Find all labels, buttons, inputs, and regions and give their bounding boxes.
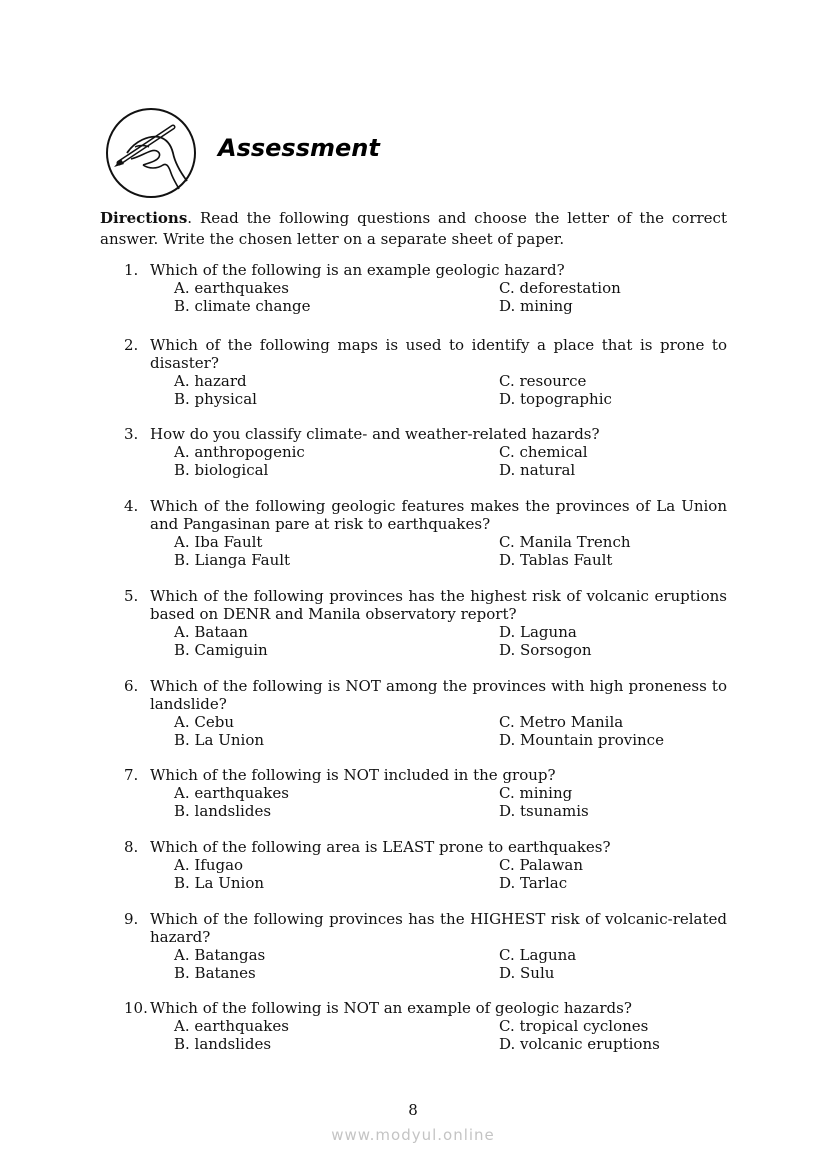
choice-b: B. Batanes [174,964,256,982]
choice-c: C. Laguna [499,946,577,964]
choices [174,946,727,982]
question-text: How do you classify climate- and weather-related hazards? [150,425,600,443]
choice-d: D. topographic [499,390,612,408]
directions-text: . Read the following questions and choose the letter of the correct answer. Write the chosen letter on a separate sheet of paper. [100,209,727,248]
choice-c: C. mining [499,784,573,802]
question-text: Which of the following is NOT an example of geologic hazards? [150,999,632,1017]
directions-label: Directions [100,209,188,227]
choices [174,1017,727,1053]
question-7 [100,766,727,820]
question-1 [100,261,727,315]
question-text: Which of the following provinces has the HIGHEST risk of volcanic-related hazard? [150,910,727,946]
question-number: 2. [124,336,139,354]
question-text: Which of the following is NOT included in the group? [150,766,556,784]
question-6 [100,677,727,749]
question-number: 3. [124,425,139,443]
question-number: 7. [124,766,139,784]
choice-c: C. Metro Manila [499,713,624,731]
question-text: Which of the following area is LEAST prone to earthquakes? [150,838,611,856]
page-title: Assessment [218,134,380,162]
choice-c: C. deforestation [499,279,621,297]
choice-a: A. earthquakes [174,279,289,297]
choice-a: A. Cebu [174,713,234,731]
question-10 [100,999,727,1053]
choices [174,533,727,569]
choice-d: D. volcanic eruptions [499,1035,660,1053]
choice-a: A. Ifugao [174,856,244,874]
choice-c: C. Palawan [499,856,584,874]
question-3 [100,425,727,479]
question-8 [100,838,727,892]
choice-c: C. chemical [499,443,588,461]
choices [174,856,727,892]
choice-b: B. climate change [174,297,311,315]
question-2 [100,336,727,408]
question-number: 1. [124,261,139,279]
choice-b: B. La Union [174,874,265,892]
question-number: 9. [124,910,139,928]
choice-d: D. mining [499,297,573,315]
question-number: 10. [124,999,148,1017]
choice-d: D. natural [499,461,576,479]
choices [174,372,727,408]
choice-b: B. La Union [174,731,265,749]
question-number: 4. [124,497,139,515]
hand-writing-icon [105,107,197,199]
choices [174,443,727,479]
watermark: www.modyul.online [331,1126,495,1144]
choice-a: A. earthquakes [174,784,289,802]
choice-b: B. physical [174,390,257,408]
choice-c: C. tropical cyclones [499,1017,649,1035]
choice-c: C. Manila Trench [499,533,631,551]
question-9 [100,910,727,982]
question-text: Which of the following is NOT among the provinces with high proneness to landslide? [150,677,727,713]
choice-d: D. Sulu [499,964,555,982]
choice-d: D. Mountain province [499,731,664,749]
question-number: 6. [124,677,139,695]
choice-a: A. Batangas [174,946,266,964]
choice-d: D. Tablas Fault [499,551,613,569]
page-number: 8 [408,1101,418,1119]
question-number: 5. [124,587,139,605]
choice-a: A. Iba Fault [174,533,263,551]
directions [100,208,727,250]
question-text: Which of the following is an example geologic hazard? [150,261,565,279]
choice-c: C. resource [499,372,587,390]
choice-d: D. Sorsogon [499,641,592,659]
choice-a: A. Bataan [174,623,248,641]
question-5 [100,587,727,659]
choice-d: D. Tarlac [499,874,568,892]
choice-a: A. earthquakes [174,1017,289,1035]
question-number: 8. [124,838,139,856]
choice-d: D. tsunamis [499,802,589,820]
question-text: Which of the following provinces has the highest risk of volcanic eruptions based on DENR and Manila observatory report? [150,587,727,623]
choice-b: B. biological [174,461,269,479]
choices [174,623,727,659]
question-4 [100,497,727,569]
choices [174,784,727,820]
choice-a: A. anthropogenic [174,443,305,461]
choices [174,713,727,749]
question-text: Which of the following geologic features makes the provinces of La Union and Pangasinan pare at risk to earthquakes? [150,497,727,533]
choice-c: D. Laguna [499,623,577,641]
choice-b: B. Lianga Fault [174,551,291,569]
choice-b: B. landslides [174,1035,272,1053]
choice-b: B. Camiguin [174,641,268,659]
choices [174,279,727,315]
choice-a: A. hazard [174,372,247,390]
question-text: Which of the following maps is used to identify a place that is prone to disaster? [150,336,727,372]
choice-b: B. landslides [174,802,272,820]
